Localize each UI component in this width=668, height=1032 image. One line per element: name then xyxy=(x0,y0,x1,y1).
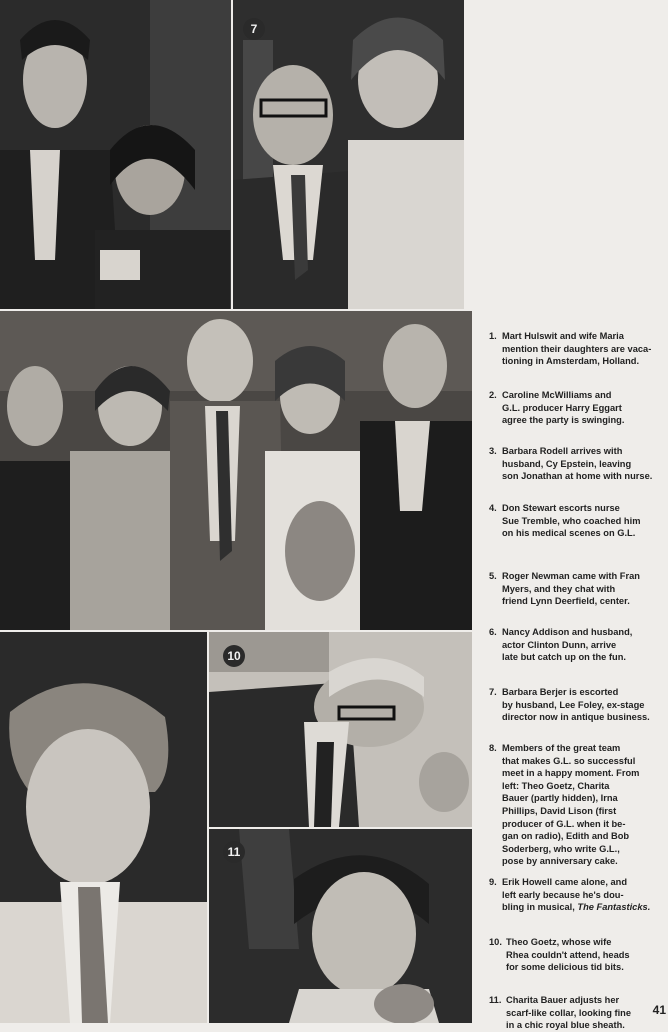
caption-number: 11. xyxy=(489,995,502,1005)
caption-number: 1. xyxy=(489,331,497,341)
caption-number: 7. xyxy=(489,687,497,697)
caption-6 xyxy=(489,626,665,664)
photo-11-woman xyxy=(209,829,472,1023)
caption-10 xyxy=(489,936,665,974)
caption-9-show-title: The Fantasticks. xyxy=(577,902,651,913)
photo-10-badge: 10 xyxy=(223,645,245,667)
page-number: 41 xyxy=(652,1003,666,1017)
caption-text: Charita Bauer adjusts her scarf-like collar, looking fine in a chic royal blue sheath. xyxy=(506,995,632,1031)
caption-number: 9. xyxy=(489,877,497,887)
caption-number: 10. xyxy=(489,937,502,947)
caption-text: Nancy Addison and husband, actor Clinton Dunn, arrive late but catch up on the fun. xyxy=(502,627,633,663)
photo-couple-top-left xyxy=(0,0,231,309)
caption-number: 2. xyxy=(489,390,497,400)
caption-5 xyxy=(489,570,665,608)
caption-text: Caroline McWilliams and G.L. producer Harry Eggart agree the party is swinging. xyxy=(502,390,625,426)
photo-man-bottom-left xyxy=(0,632,207,1023)
caption-number: 8. xyxy=(489,743,497,753)
photo-11-badge: 11 xyxy=(223,841,245,863)
caption-text xyxy=(489,876,665,914)
photo-10-man-bending xyxy=(209,632,472,827)
photo-group-team xyxy=(0,311,472,630)
caption-number: 5. xyxy=(489,571,497,581)
caption-number: 4. xyxy=(489,503,497,513)
caption-text: Roger Newman came with Fran Myers, and they chat with friend Lynn Deerfield, center. xyxy=(502,571,640,607)
caption-9-text: Erik Howell came alone, and left early because he's dou- bling in musical, xyxy=(502,877,628,913)
caption-number: 3. xyxy=(489,446,497,456)
caption-text: Barbara Berjer is escorted by husband, Lee Foley, ex-stage director now in antique business. xyxy=(502,687,650,723)
caption-2 xyxy=(489,389,665,427)
caption-9 xyxy=(489,876,665,914)
caption-text: Barbara Rodell arrives with husband, Cy Epstein, leaving son Jonathan at home with nurse. xyxy=(502,446,653,482)
caption-11 xyxy=(489,994,665,1032)
caption-4 xyxy=(489,502,665,540)
caption-1 xyxy=(489,330,665,368)
caption-text: Members of the great team that makes G.L. so successful meet in a happy moment. From left: Theo Goetz, Charita Bauer (partly hidden), Irna Phillips, David Lison (first producer of G.L. when it be- gan on radio), Edith and Bob Soderberg, who write G.L., pose by anniversary cake. xyxy=(502,743,640,867)
caption-8 xyxy=(489,742,665,868)
caption-number: 6. xyxy=(489,627,497,637)
caption-3 xyxy=(489,445,665,483)
photo-7-badge: 7 xyxy=(243,18,265,40)
caption-text: Mart Hulswit and wife Maria mention their daughters are vaca- tioning in Amsterdam, Holland. xyxy=(502,331,652,367)
photo-7-couple xyxy=(233,0,464,309)
caption-text: Don Stewart escorts nurse Sue Tremble, who coached him on his medical scenes on G.L. xyxy=(502,503,641,539)
caption-text: Theo Goetz, whose wife Rhea couldn't attend, heads for some delicious tid bits. xyxy=(506,937,630,973)
caption-7 xyxy=(489,686,665,724)
